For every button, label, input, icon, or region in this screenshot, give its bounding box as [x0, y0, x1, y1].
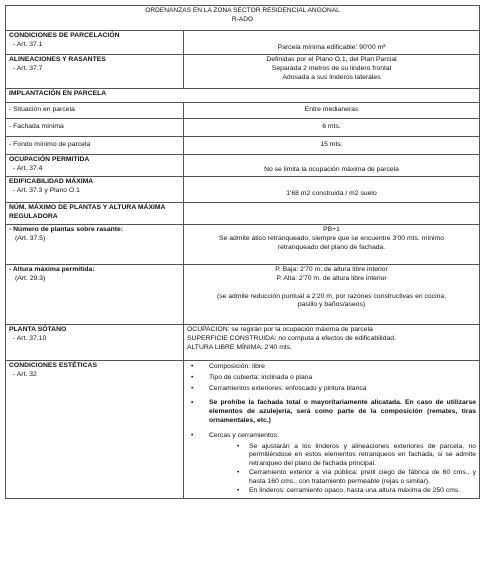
basement-line: SUPERFICIE CONSTRUIDA: no computa a efectos de edificabilidad. [187, 334, 396, 342]
floors-value: PB+1 [323, 226, 340, 233]
article-ref: - Art. 32 [13, 370, 37, 378]
section-title: EDIFICABILIDAD MÁXIMA [9, 178, 94, 185]
section-title: IMPLANTACIÓN EN PARCELA [9, 90, 107, 97]
fences-title: Cercas y cerramientos: [209, 431, 279, 439]
section-title: PLANTA SÓTANO [9, 326, 67, 333]
header-zone: R-ADO [231, 15, 254, 23]
row-edificabilidad [6, 177, 480, 203]
header-title: ORDENANZAS EN LA ZONA SECTOR RESIDENCIAL ANGONAL [145, 7, 340, 14]
row-esteticas [6, 361, 480, 499]
align-line: Separada 2 metros de su lindero frontal [271, 64, 392, 72]
section-title: OCUPACIÓN PERMITIDA [9, 156, 90, 163]
section-title: CONDICIONES DE PARCELACIÓN [9, 32, 120, 39]
basement-line: ALTURA LIBRE MÍNIMA: 2'40 mts. [187, 343, 293, 351]
buildability-value: 1'68 m2 construida / m2 suelo [286, 190, 377, 198]
article-ref: - Art. 37.7 [13, 64, 43, 72]
sub-label: - Número de plantas sobre rasante: [9, 226, 124, 233]
list-item: • Cerramientos exteriores: enfoscado y pintura blanca [209, 385, 476, 394]
list-item: • Composición: libre [209, 363, 476, 372]
sub-value: Entre medianeras [304, 106, 359, 114]
height-note: (se admite reducción puntual a 2'20 m, por razones constructivas en cocina, [216, 292, 447, 300]
list-item: • Se prohíbe la fachada total o mayoritariamente alicatada. En caso de utilizarse elementos de azulejería, será como parte de la composición (remates, tiras ornamentales, etc.) [209, 399, 476, 425]
list-item: • En linderos: cerramiento opaco, hasta una altura máxima de 250 cms. [249, 487, 476, 496]
section-title: CONDICIONES ESTÉTICAS [9, 362, 97, 369]
floors-note: retranqueado del plano de fachada. [277, 243, 386, 251]
align-line: Definidas por el Plano O.1, del Plan Parcial [266, 56, 397, 63]
row-sotano [6, 325, 480, 361]
article-ref: - Art. 37.4 [13, 164, 43, 172]
section-title: ALINEACIONES Y RASANTES [9, 56, 106, 63]
list-item [209, 432, 476, 496]
row-parcelacion [6, 31, 480, 55]
ordinance-table [5, 5, 480, 499]
article-ref: - Art. 37.1 [13, 40, 43, 48]
row-fondo [6, 137, 480, 155]
section-title: NÚM. MÁXIMO DE PLANTAS Y ALTURA MÁXIMA REGULADORA [9, 204, 166, 220]
aesthetic-list [187, 363, 476, 495]
align-line: Adosada a sus linderos laterales [282, 73, 381, 81]
article-ref: - Art. 37.10 [13, 334, 47, 342]
occupation-value: No se limita la ocupación máxima de parcela [264, 166, 399, 174]
fences-list [209, 443, 476, 496]
article-ref: - Art. 37.3 y Plano O.1 [13, 186, 80, 194]
header-row [6, 6, 480, 31]
list-item: • Cerramiento exterior a vía pública: pretil ciego de fábrica de 60 cms., y hasta 160 cms., con tratamiento permeable (rejas o similar). [249, 469, 476, 487]
row-alineaciones [6, 55, 480, 89]
parcel-min: Parcela mínima edificable: 90'00 m² [277, 44, 386, 52]
row-fachada [6, 119, 480, 137]
list-item: • Se ajustarán a los linderos y alineaciones exteriores de parcela, no permitiéndose en estos elementos retranqueos en fachada, si se admite retranqueo del plano de fachada principal. [249, 443, 476, 469]
height-line: P. Baja: 2'70 m. de altura libre interior [275, 266, 388, 273]
row-plantas-title [6, 203, 480, 225]
sub-label: - Situación en parcela [9, 106, 75, 114]
sub-label: - Altura máxima permitida: [9, 266, 95, 273]
article-ref: (Art. 37.5) [15, 234, 46, 242]
row-num-plantas [6, 225, 480, 265]
row-situacion [6, 103, 480, 119]
row-implantacion [6, 89, 480, 103]
sub-label: - Fondo mínimo de parcela [9, 141, 91, 149]
article-ref: (Art. 29.3) [15, 274, 46, 282]
height-note: pasillo y baños/aseos) [297, 301, 366, 309]
basement-line: OCUPACION: se regirán por la ocupación máxima de parcela [187, 326, 373, 333]
sub-value: 6 mts. [322, 123, 341, 131]
list-item: • Tipo de cubierta: inclinada o plana [209, 374, 476, 383]
row-ocupacion [6, 155, 480, 177]
row-altura [6, 265, 480, 325]
floors-note: Se admite ático retranqueado, siempre que se encuentre 3'00 mts. mínimo [219, 234, 444, 242]
sub-value: 15 mts. [320, 141, 343, 149]
sub-label: - Fachada mínima [9, 123, 64, 131]
height-line: P. Alta: 2'70 m. de altura libre interior [276, 274, 387, 282]
